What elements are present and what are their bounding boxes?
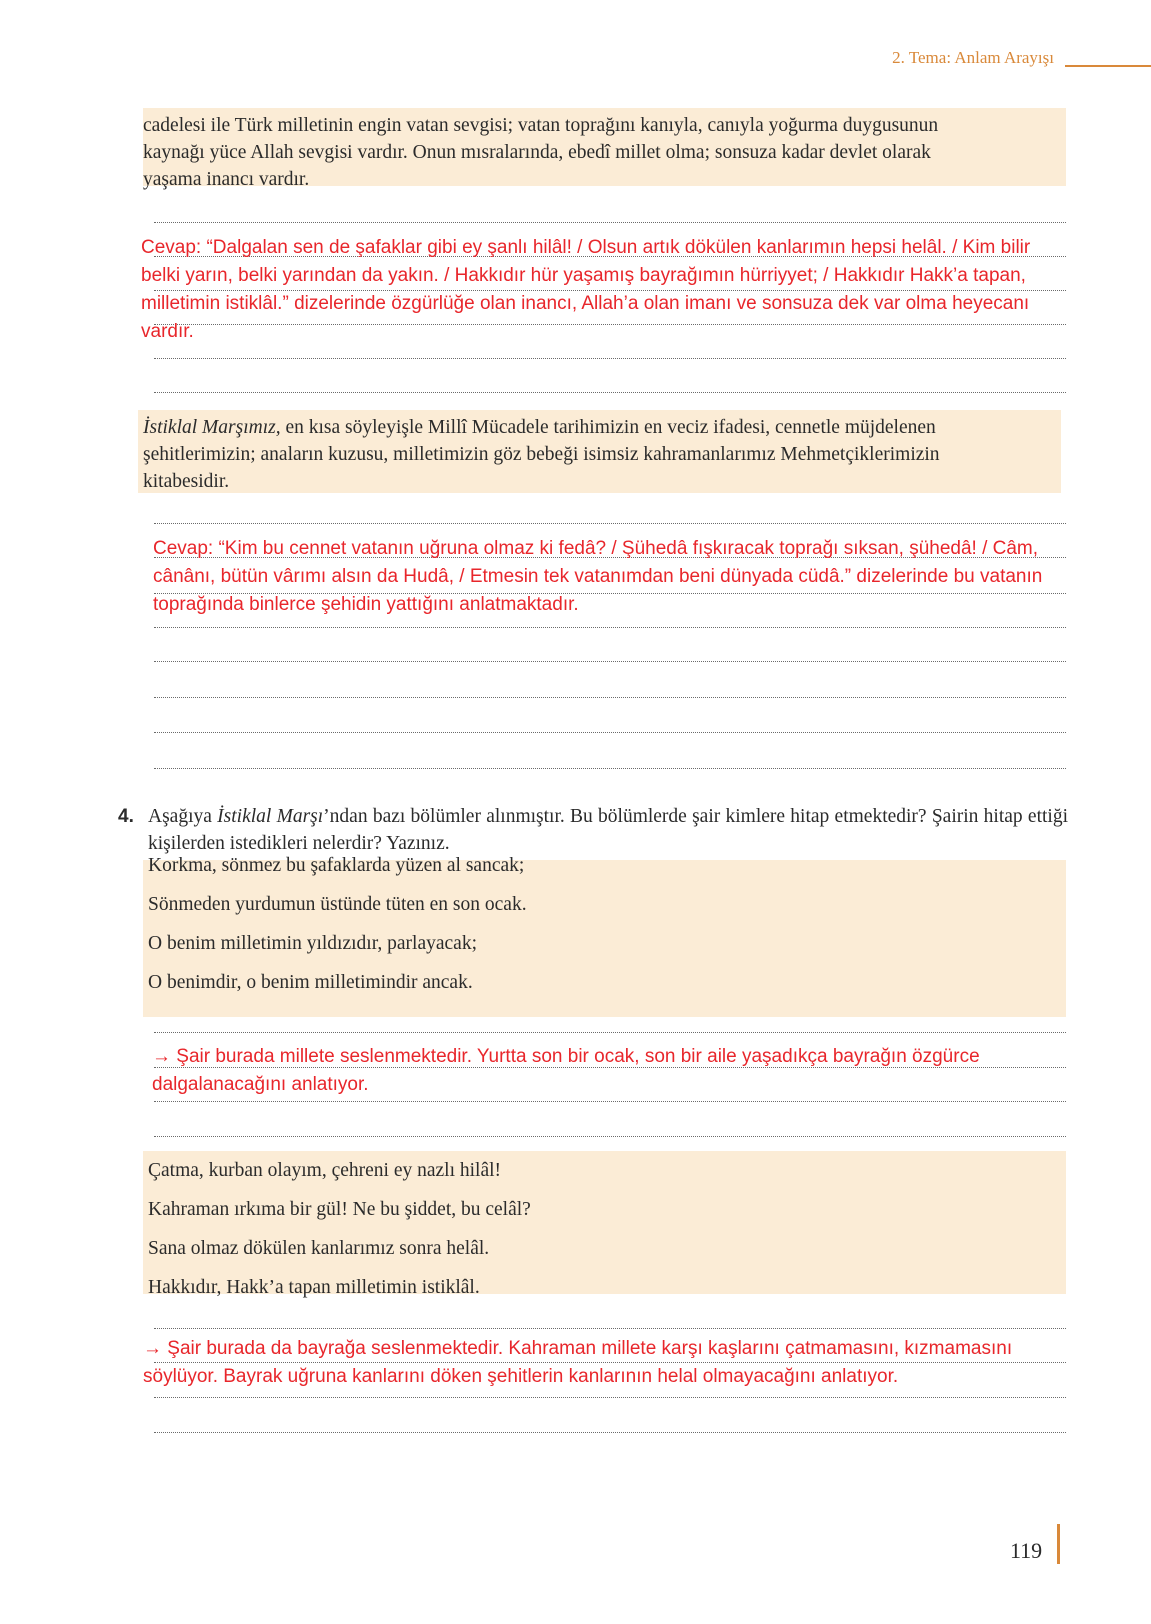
question-text-a: Aşağıya: [148, 806, 218, 827]
verse1-line-4: O benimdir, o benim milletimindir ancak.: [148, 972, 473, 993]
verse2-line-4: Hakkıdır, Hakk’a tapan milletimin istiklâl.: [148, 1277, 480, 1298]
box2-italic: İstiklal Marşımız,: [143, 417, 281, 438]
answer-line: [154, 1397, 1066, 1398]
box2-line-3: kitabesidir.: [143, 471, 230, 492]
verse1-line-1: Korkma, sönmez bu şafaklarda yüzen al sancak;: [148, 855, 525, 876]
answer-line: [154, 1136, 1066, 1137]
box2-line-2: şehitlerimizin; anaların kuzusu, milletimizin göz bebeği isimsiz kahramanlarımız Mehmetçiklerimizin: [143, 444, 940, 465]
answer1-line-2: belki yarın, belki yarından da yakın. / Hakkıdır hür yaşamış bayrağımın hürriyyet; / Hakkıdır Hakk’a tapan,: [141, 265, 1026, 286]
answer3-line-2: dalgalanacağını anlatıyor.: [152, 1074, 369, 1095]
box2-line-1-rest: en kısa söyleyişle Millî Mücadele tarihimizin en veciz ifadesi, cennetle müjdelenen: [280, 417, 936, 438]
answer-2: [153, 535, 1113, 619]
page-number-bar: [1057, 1524, 1060, 1564]
answer-line: [154, 1101, 1066, 1102]
answer4-line-1: → Şair burada da bayrağa seslenmektedir. Kahraman millete karşı kaşlarını çatmamasını, kızmamasını: [143, 1338, 1013, 1359]
answer-line: [154, 661, 1066, 662]
question-text-b: ’ndan bazı bölümler alınmıştır. Bu bölümlerde şair kimlere hitap etmektedir? Şairin hitap ettiği kişilerden istedikleri nelerdir? Yazınız.: [148, 806, 1068, 854]
answer-line: [154, 768, 1066, 769]
answer2-line-1: Cevap: “Kim bu cennet vatanın uğruna olmaz ki fedâ? / Şühedâ fışkıracak toprağı sıksan, şühedâ! / Câm,: [153, 538, 1039, 559]
box1-line-3: yaşama inancı vardır.: [143, 169, 310, 190]
answer-line: [154, 358, 1066, 359]
verse1-line-3: O benim milletimin yıldızıdır, parlayacak;: [148, 933, 478, 954]
verse1-line-2: Sönmeden yurdumun üstünde tüten en son ocak.: [148, 894, 527, 915]
answer-line: [154, 627, 1066, 628]
answer-line: [154, 1032, 1066, 1033]
answer-line: [154, 222, 1066, 223]
text-box-1: [143, 108, 1066, 190]
answer-line: [154, 732, 1066, 733]
answer4-line-2: söylüyor. Bayrak uğruna kanlarını döken şehitlerin kanlarının helal olmayacağını anlatıyor.: [143, 1366, 899, 1387]
answer2-line-3: toprağında binlerce şehidin yattığını anlatmaktadır.: [153, 594, 579, 615]
answer-line: [154, 697, 1066, 698]
verse2-line-1: Çatma, kurban olayım, çehreni ey nazlı hilâl!: [148, 1160, 502, 1181]
answer2-line-2: cânânı, bütün vârımı alsın da Hudâ, / Etmesin tek vatanımdan beni dünyada cüdâ.” dizelerinde bu vatanın: [153, 566, 1043, 587]
box1-line-1: cadelesi ile Türk milletinin engin vatan sevgisi; vatan toprağını kanıyla, canıyla yoğurma duygusunun: [143, 115, 939, 136]
verse-box-1: [143, 855, 1066, 1017]
answer-4: [143, 1335, 1113, 1391]
header-title: 2. Tema: Anlam Arayışı: [892, 48, 1054, 67]
answer-line: [154, 523, 1066, 524]
answer-3: [152, 1043, 1112, 1099]
answer1-line-3: milletimin istiklâl.” dizelerinde özgürlüğe olan inancı, Allah’a olan imanı ve sonsuza dek var olma heyecanı: [141, 293, 1030, 314]
answer-1: [141, 234, 1111, 346]
answer-line: [154, 1432, 1066, 1433]
answer-line: [154, 392, 1066, 393]
answer3-line-1: → Şair burada millete seslenmektedir. Yurtta son bir ocak, son bir aile yaşadıkça bayrağın özgürce: [152, 1046, 980, 1067]
box1-line-2: kaynağı yüce Allah sevgisi vardır. Onun mısralarında, ebedî millet olma; sonsuza kadar devlet olarak: [143, 142, 931, 163]
answer1-line-4: vardır.: [141, 321, 194, 342]
text-box-2: [138, 410, 1061, 493]
question-text-italic: İstiklal Marşı: [217, 806, 324, 827]
answer-line: [154, 1328, 1066, 1329]
verse2-line-3: Sana olmaz dökülen kanlarımız sonra helâl.: [148, 1238, 490, 1259]
answer1-line-1: Cevap: “Dalgalan sen de şafaklar gibi ey şanlı hilâl! / Olsun artık dökülen kanlarımın hepsi helâl. / Kim bilir: [141, 237, 1031, 258]
verse-box-2: [143, 1151, 1066, 1298]
header-rule: [1065, 65, 1151, 67]
verse2-line-2: Kahraman ırkıma bir gül! Ne bu şiddet, bu celâl?: [148, 1199, 531, 1220]
page-number: 119: [1010, 1538, 1043, 1563]
box2-line-1: [143, 414, 1061, 441]
question-number: 4.: [118, 806, 134, 827]
